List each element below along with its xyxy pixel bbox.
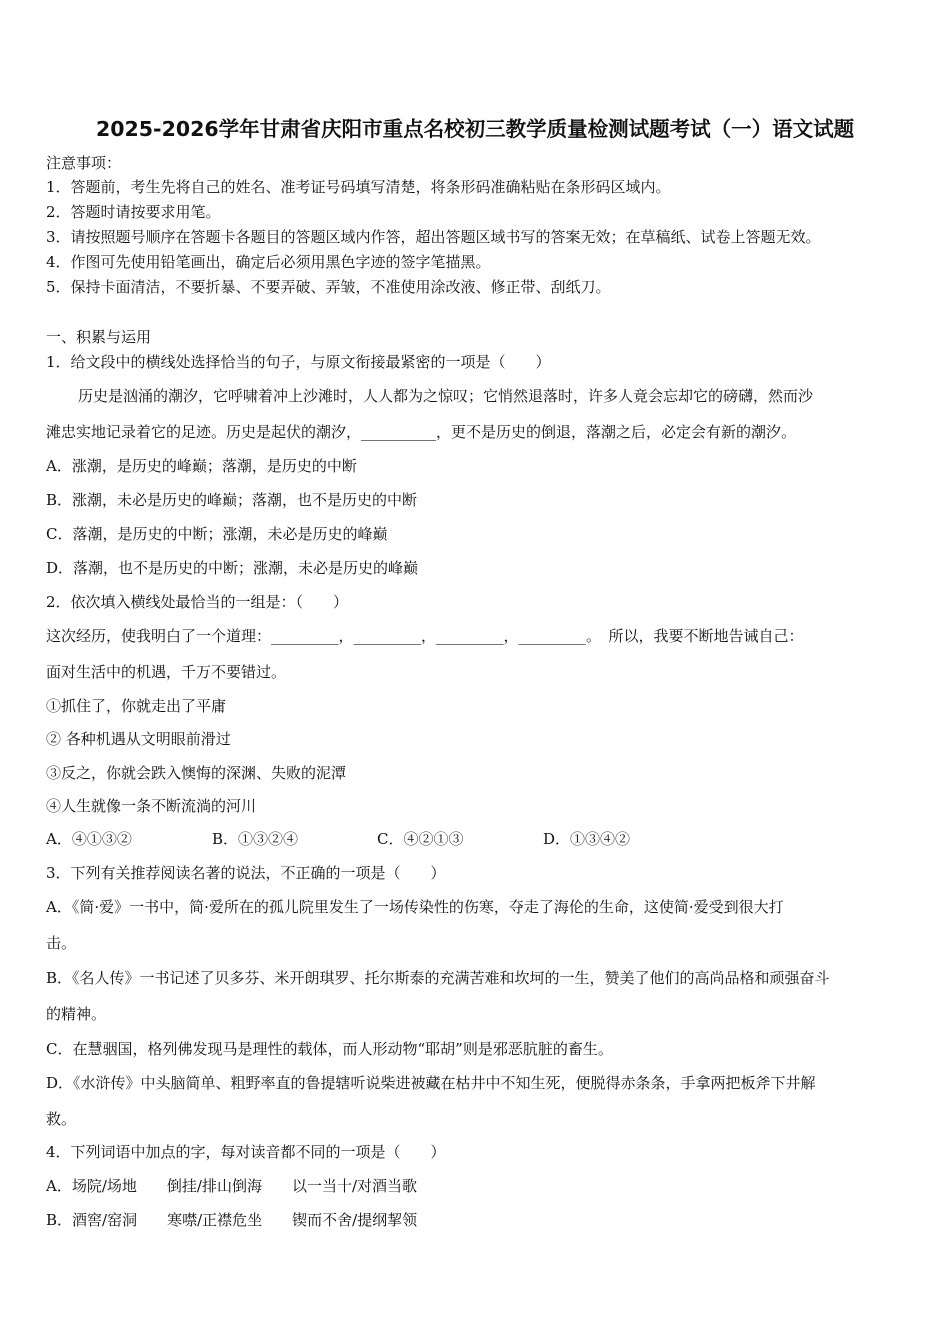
notice-heading: 注意事项：: [46, 154, 122, 172]
question-3-option-d: D．《水浒传》中头脑简单、粗野率直的鲁提辖听说柴进被藏在枯井中不知生死，便脱得赤条条，手拿两把板斧下井解: [46, 1074, 816, 1092]
question-2-text: 面对生活中的机遇，千万不要错过。: [46, 663, 287, 681]
question-3-option-c: C．在慧骃国，格列佛发现马是理性的载体，而人形动物“耶胡”则是邪恶肮脏的畜生。: [46, 1040, 613, 1058]
question-1-option-a: A．涨潮，是历史的峰巅；落潮，是历史的中断: [46, 457, 357, 475]
question-1-option-d: D．落潮，也不是历史的中断；涨潮，未必是历史的峰巅: [46, 559, 419, 577]
question-2-option-c: C．④②①③: [377, 830, 464, 848]
notice-item: 2．答题时请按要求用笔。: [46, 203, 221, 221]
question-3-option-a-cont: 击。: [46, 934, 77, 952]
question-2-item: ③反之，你就会跌入懊悔的深渊、失败的泥潭: [46, 764, 347, 782]
question-1-passage: 历史是汹涌的潮汐，它呼啸着冲上沙滩时，人人都为之惊叹；它悄然退落时，许多人竟会忘却它的磅礴，然而沙: [78, 387, 814, 405]
question-2-item: ② 各种机遇从文明眼前滑过: [46, 730, 231, 748]
page-title: 2025-2026学年甘肃省庆阳市重点名校初三教学质量检测试题考试（一）语文试题: [96, 117, 855, 141]
question-2-item: ①抓住了，你就走出了平庸: [46, 697, 227, 715]
question-4-option-a: A．场院/场地 倒挂/排山倒海 以一当十/对酒当歌: [46, 1177, 417, 1195]
question-2-option-a: A．④①③②: [46, 830, 132, 848]
question-2-option-d: D．①③④②: [543, 830, 631, 848]
section-heading: 一、积累与运用: [46, 328, 152, 346]
question-3-option-b: B．《名人传》一书记述了贝多芬、米开朗琪罗、托尔斯泰的充满苦难和坎坷的一生，赞美了他们的高尚品格和顽强奋斗: [46, 969, 830, 987]
notice-item: 5．保持卡面清洁，不要折暴、不要弄破、弄皱，不准使用涂改液、修正带、刮纸刀。: [46, 278, 611, 296]
question-1-option-c: C．落潮，是历史的中断；涨潮，未必是历史的峰巅: [46, 525, 388, 543]
question-1-passage: 滩忠实地记录着它的足迹。历史是起伏的潮汐，__________，更不是历史的倒退，落潮之后，必定会有新的潮汐。: [46, 423, 797, 441]
question-3-option-b-cont: 的精神。: [46, 1005, 107, 1023]
question-2-option-b: B．①③②④: [212, 830, 299, 848]
notice-item: 3．请按照题号顺序在答题卡各题目的答题区域内作答，超出答题区域书写的答案无效；在草稿纸、试卷上答题无效。: [46, 228, 821, 246]
notice-item: 4．作图可先使用铅笔画出，确定后必须用黑色字迹的签字笔描黑。: [46, 253, 491, 271]
question-2-stem: 2．依次填入横线处最恰当的一组是：（ ）: [46, 593, 349, 611]
question-3-option-d-cont: 救。: [46, 1110, 77, 1128]
question-3-option-a: A．《简·爱》一书中，简·爱所在的孤儿院里发生了一场传染性的伤寒，夺走了海伦的生命，这使简·爱受到很大打: [46, 898, 784, 916]
question-3-stem: 3．下列有关推荐阅读名著的说法，不正确的一项是（ ）: [46, 864, 446, 882]
question-4-stem: 4．下列词语中加点的字，每对读音都不同的一项是（ ）: [46, 1143, 446, 1161]
question-1-option-b: B．涨潮，未必是历史的峰巅；落潮，也不是历史的中断: [46, 491, 418, 509]
question-2-item: ④人生就像一条不断流淌的河川: [46, 797, 257, 815]
question-2-text: 这次经历，使我明白了一个道理：_________，_________，_________，_________。 所以，我要不断地告诫自己：: [46, 627, 804, 645]
notice-item: 1．答题前，考生先将自己的姓名、准考证号码填写清楚，将条形码准确粘贴在条形码区域内。: [46, 178, 671, 196]
question-4-option-b: B．酒窖/窑洞 寒噤/正襟危坐 锲而不舍/提纲挈领: [46, 1211, 418, 1229]
question-1-stem: 1．给文段中的横线处选择恰当的句子，与原文衔接最紧密的一项是（ ）: [46, 353, 551, 371]
